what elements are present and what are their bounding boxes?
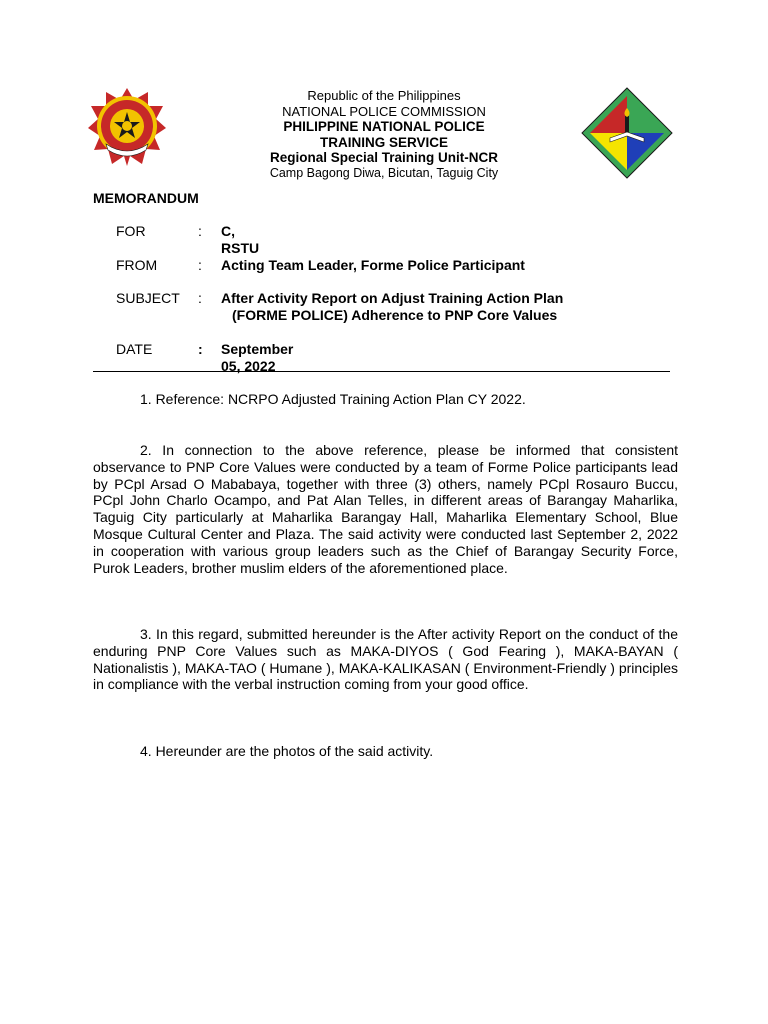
paragraph-4: 4. Hereunder are the photos of the said activity. [140, 743, 434, 759]
header-unit: Regional Special Training Unit-NCR [269, 150, 499, 165]
subject-label: SUBJECT [116, 290, 180, 306]
paragraph-1: 1. Reference: NCRPO Adjusted Training Action Plan CY 2022. [140, 391, 526, 407]
letterhead [230, 88, 538, 181]
header-napolcom: NATIONAL POLICE COMMISSION [282, 103, 486, 119]
for-value: C, RSTU [221, 223, 260, 256]
pnp-seal-icon [88, 86, 166, 166]
header-divider [93, 371, 670, 372]
header-pnp: PHILIPPINE NATIONAL POLICE [283, 119, 485, 134]
header-training-service: TRAINING SERVICE [319, 134, 449, 150]
subject-value-line2: (FORME POLICE) Adherence to PNP Core Values [232, 307, 558, 323]
date-colon: : [198, 341, 203, 357]
for-label: FOR [116, 223, 146, 239]
from-label: FROM [116, 257, 158, 273]
for-colon: : [198, 223, 202, 239]
memo-title: MEMORANDUM [93, 190, 199, 206]
from-colon: : [198, 257, 202, 273]
header-republic: Republic of the Philippines [307, 88, 461, 103]
subject-colon: : [198, 290, 202, 306]
training-service-seal-icon [580, 86, 674, 180]
subject-value-line1: After Activity Report on Adjust Training Action Plan [221, 290, 564, 306]
date-label: DATE [116, 341, 153, 357]
date-value: September 05, 2022 [221, 341, 294, 374]
header-address: Camp Bagong Diwa, Bicutan, Taguig City [269, 165, 499, 180]
from-value: Acting Team Leader, Forme Police Participant [221, 257, 525, 273]
paragraph-3: 3. In this regard, submitted hereunder is the After activity Report on the conduct of the enduring PNP Core Values such as MAKA-DIYOS ( God Fearing ), MAKA-BAYAN ( Nationalistis ), MAKA-TAO ( Humane ), MAKA-KALIKASAN ( Environment-Friendly ) principles in compliance with the verbal instruction coming from your good office. [93, 626, 678, 693]
paragraph-2: 2. In connection to the above reference, please be informed that consistent observance to PNP Core Values were conducted by a team of Forme Police participants lead by PCpl Arsad O Mababaya, together with three (3) others, namely PCpl Rosauro Buccu, PCpl John Charlo Ocampo, and Pat Alan Telles, in different areas of Barangay Maharlika, Taguig City particularly at Maharlika Barangay Hall, Maharlika Elementary School, Blue Mosque Cultural Center and Plaza. The said activity were conducted last September 2, 2022 in cooperation with various group leaders such as the Chief of Barangay Security Force, Purok Leaders, brother muslim elders of the aforementioned place. [93, 442, 678, 576]
